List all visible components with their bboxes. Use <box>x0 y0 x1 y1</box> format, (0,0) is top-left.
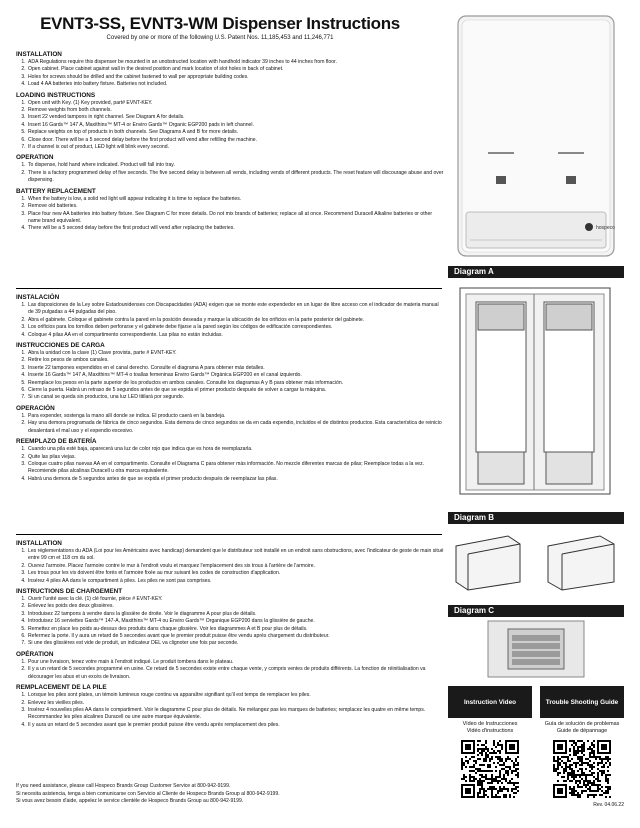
list-item: 2. There is a factory programmed delay of five seconds. The five second delay is between all vends, including vends of different products. The reset feature will discourage abuse and over dispensing. <box>27 170 444 185</box>
diagram-b-drawing <box>448 526 624 596</box>
list-item: 3. Los orificios para los tornillos deben perforarse y el gabinete debe fijarse a la pared según los códigos de edificación correspondientes. <box>27 324 444 331</box>
diagram-a-label: Diagram A <box>448 266 624 278</box>
es-installation-list <box>16 302 444 339</box>
section-heading: OPERACIÓN <box>16 404 55 412</box>
list-item: 2. Quite las pilas viejas. <box>27 454 444 461</box>
en-loading-list <box>16 100 444 152</box>
troubleshooting-qr-code[interactable] <box>553 740 611 798</box>
list-item: 2. Remove old batteries. <box>27 203 444 210</box>
section-heading: INSTALLATION <box>16 540 62 547</box>
troubleshooting-header: Trouble Shooting Guide <box>540 686 624 718</box>
video-subtitle-fr: Vidéo d'instructions <box>466 727 514 734</box>
support-footer <box>16 783 280 806</box>
list-item: 2. Hay una demora programada de fábrica de cinco segundos. Esta demora de cinco segundos se da en cada expendio, incluidos el de distintos productos. Esta característica de reinicio desalentará el mal uso y el expendio excesivo. <box>27 420 444 435</box>
list-item: 1. Open unit with Key. (1) Key provided, part# EVNT-KEY. <box>27 100 444 107</box>
english-section <box>16 48 444 233</box>
section-heading: INSTRUCCIONES DE CARGA <box>16 342 105 350</box>
list-item: 3. Place four new AA batteries into battery fixture. See Diagram C for more details. Do not mix brands of batteries; replace all at once. Recommend Duracell Alkaline batteries or other name brand equivalent. <box>27 211 444 226</box>
french-section <box>16 537 444 729</box>
instruction-video-subtitles <box>448 721 532 734</box>
section-divider <box>16 534 442 535</box>
section-heading: REEMPLAZO DE BATERÍA <box>16 438 97 446</box>
dispenser-illustration <box>448 14 624 260</box>
list-item: 4. There will be a 5 second delay before the first product will vend after replacing the batteries. <box>27 225 444 232</box>
list-item: 7. Si une des glissières est vide de produit, un indicateur DEL va clignoter une fois par seconde. <box>27 640 444 647</box>
list-item: 7. Si un canal se queda sin productos, una luz LED titilará por segundo. <box>27 394 444 401</box>
video-subtitle-es: Vídeo de Instrucciones <box>462 721 518 727</box>
diagram-c-image <box>448 619 624 679</box>
list-item: 1. ADA Regulations require this dispenser be mounted in an unobstructed location with handhold indicator 39 inches to 44 inches from floor. <box>27 59 444 66</box>
list-item: 2. Retire los pesos de ambos canales. <box>27 357 444 364</box>
es-operation-list <box>16 413 444 435</box>
list-item: 4. Load 4 AA batteries into battery fixture. Batteries not included. <box>27 81 444 88</box>
section-heading: OPÉRATION <box>16 650 54 658</box>
list-item: 1. Para expender, sostenga la mano allí donde se indica. El producto caerá en la bandeja. <box>27 413 444 420</box>
list-item: 3. Insert 22 vended tampons in right channel. See Diagram A for details. <box>27 114 444 121</box>
list-item: 4. Insert 16 Gards™ 147 A, Maxithins™ MT-4 or Enviro Gards™ Organic EGP200 pads in left channel. <box>27 122 444 129</box>
list-item: 6. Refermez la porte. Il y aura un retard de 5 secondes avant que le premier produit puisse être vendu après chargement du distributeur. <box>27 633 444 640</box>
list-item: 4. Introduisez 16 serviettes Gards™ 147-A, Maxithins™ MT-4 ou Enviro Gards™ Organique EGP200 dans la glissière de gauche. <box>27 618 444 625</box>
list-item: 5. Remettez en place les poids au-dessus des produits dans chaque glissière. Voir les diagrammes A et B pour plus de détails. <box>27 626 444 633</box>
list-item: 1. Les réglementations du ADA (Loi pour les Américains avec handicap) demandent que le distributeur soit installé en un endroit sans obstructions, avec l'indicateur de geste de main situé entre 99 cm et 118 cm du sol. <box>27 548 444 563</box>
list-item: 4. Habrá una demora de 5 segundos antes de que se expida el primer producto después de reemplazar las pilas. <box>27 476 444 483</box>
list-item: 4. Il y aura un retard de 5 secondes avant que le premier produit puisse être vendu après remplacement des piles. <box>27 722 444 729</box>
list-item: 1. Ouvrir l'unité avec la clé. (1) clé fournie, pièce # EVNT-KEY. <box>27 596 444 603</box>
fr-operation-list <box>16 659 444 681</box>
page-title: EVNT3-SS, EVNT3-WM Dispenser Instructions <box>40 14 400 33</box>
list-item: 2. Remove weights from both channels. <box>27 107 444 114</box>
diagram-c-drawing <box>448 619 624 679</box>
troubleshooting-subtitle-fr: Guide de dépannage <box>556 727 608 734</box>
fr-installation-list <box>16 548 444 585</box>
video-qr-code[interactable] <box>461 740 519 798</box>
section-heading: INSTRUCTIONS DE CHARGEMENT <box>16 588 123 596</box>
list-item: 4. Coloque 4 pilas AA en el compartimento correspondiente. Las pilas no están incluidas. <box>27 332 444 339</box>
fr-loading-list <box>16 596 444 648</box>
list-item: 3. Les trous pour les vis doivent être forés et l'armoire fixée au mur suivant les codes de construction d'application. <box>27 570 444 577</box>
dispenser-drawing <box>448 14 624 260</box>
list-item: 4. Insérez 4 piles AA dans le compartiment à piles. Les piles ne sont pas comprises. <box>27 578 444 585</box>
list-item: 1. When the battery is low, a solid red light will appear indicating it is time to replace the batteries. <box>27 196 444 203</box>
diagram-a-image <box>448 280 624 505</box>
list-item: 2. Open cabinet. Place cabinet against wall in the desired position and mark location of slot holes in back of cabinet. <box>27 66 444 73</box>
list-item: 3. Coloque cuatro pilas nuevas AA en el compartimento. Consulte el Diagrama C para obtener más información. No mezcle diferentes marcas de pilas; Reemplace todas a la vez. Recomiende pilas alcalinas Duracell u otra marca equivalente. <box>27 461 444 476</box>
diagram-c-label: Diagram C <box>448 605 624 617</box>
list-item: 2. Ouvrez l'armoire. Placez l'armoire contre le mur à l'endroit voulu et marquez l'emplacement des six trous à l'arrière de l'armoire. <box>27 563 444 570</box>
support-line-fr: Si vous avez besoin d'aide, appelez le service clientèle de Hospeco Brands Group au 800-942-9199. <box>16 798 244 805</box>
list-item: 2. Enlevez les vieilles piles. <box>27 700 444 707</box>
list-item: 2. Il y a un retard de 5 secondes programmé en usine. Ce retard de 5 secondes existe entre chaque vente, y compris ventes de produits différents. La fonction de réinitialisation va décourager les abus et un excès de livraison. <box>27 666 444 681</box>
diagram-b-label: Diagram B <box>448 512 624 524</box>
troubleshooting-subtitles <box>540 721 624 734</box>
diagram-a-drawing <box>448 280 624 505</box>
list-item: 3. Holes for screws should be drilled and the cabinet fastened to wall per appropriate building codes. <box>27 74 444 81</box>
fr-battery-list <box>16 692 444 729</box>
revision-label: Rev. 04.06.22 <box>593 802 624 808</box>
list-item: 6. Close door. There will be a 5 second delay before the first product will vend after refilling the machine. <box>27 137 444 144</box>
section-heading: BATTERY REPLACEMENT <box>16 187 96 195</box>
list-item: 1. Abra la unidad con la clave (1) Clave provista, parte # EVNT-KEY. <box>27 350 444 357</box>
brand-mark: hospeco <box>596 225 615 231</box>
list-item: 6. Cierre la puerta. Habrá un retraso de 5 segundos antes de que se expida el primer producto después de volver a cargar la máquina. <box>27 387 444 394</box>
en-installation-list <box>16 59 444 89</box>
troubleshooting-subtitle-es: Guía de solución de problemas <box>544 721 620 727</box>
list-item: 1. Las disposiciones de la Ley sobre Estadounidenses con Discapacidades (ADA) exigen que se monte este expendedor en un lugar de libre acceso con el indicador de materia manual de 39 pulgadas a 44 pulgadas del piso. <box>27 302 444 317</box>
en-battery-list <box>16 196 444 233</box>
section-heading: LOADING INSTRUCTIONS <box>16 91 96 99</box>
list-item: 1. Pour une livraison, tenez votre main à l'endroit indiqué. Le produit tombera dans le plateau. <box>27 659 444 666</box>
list-item: 2. Enlevez les poids des deux glissières. <box>27 603 444 610</box>
diagram-b-image <box>448 526 624 596</box>
patent-notice: Covered by one or more of the following U.S. Patent Nos. 11,185,453 and 11,246,771 <box>106 35 334 41</box>
list-item: 7. If a channel is out of product, LED light will blink every second. <box>27 144 444 151</box>
section-divider <box>16 288 442 289</box>
list-item: 1. Lorsque les piles sont plates, un témoin lumineux rouge continu va apparaître signifiant qu'il est temps de remplacer les piles. <box>27 692 444 699</box>
en-operation-list <box>16 162 444 184</box>
list-item: 3. Introduisez 22 tampons à vendre dans la glissière de droite. Voir le diagramme A pour plus de détails. <box>27 611 444 618</box>
section-heading: INSTALLATION <box>16 51 62 58</box>
support-line-es: Si necesita asistencia, tenga a bien comunicarse con Servicio al Cliente de Hospeco Brands Group al 800-942-9199. <box>16 790 280 797</box>
list-item: 1. Cuando una pila esté baja, aparecerá una luz de color rojo que indica que es hora de reemplazarla. <box>27 446 444 453</box>
list-item: 1. To dispense, hold hand where indicated. Product will fall into tray. <box>27 162 444 169</box>
es-battery-list <box>16 446 444 483</box>
list-item: 2. Abra el gabinete. Coloque el gabinete contra la pared en la posición deseada y marque la ubicación de los orificios en la parte posterior del gabinete. <box>27 317 444 324</box>
list-item: 3. Inserte 22 tampones expendidos en el canal derecho. Consulte el diagrama A para obtener más detalles. <box>27 365 444 372</box>
es-loading-list <box>16 350 444 402</box>
list-item: 3. Insérez 4 nouvelles piles AA dans le compartiment. Voir le diagramme C pour plus de détails. Ne mélangez pas les marques de batteries; remplacez les quatre en même temps. Recommandez les piles alcalines Duracell ou une autre marque équivalente. <box>27 707 444 722</box>
section-heading: INSTALACIÓN <box>16 294 60 301</box>
spanish-section <box>16 291 444 483</box>
list-item: 4. Inserte 16 Gards™ 147 A, Maxithins™ MT-4 o toallas femeninas Enviro Gards™ Orgánica EGP200 en el canal izquierdo. <box>27 372 444 379</box>
section-heading: REMPLACEMENT DE LA PILE <box>16 684 107 692</box>
instruction-video-header: Instruction Video <box>448 686 532 718</box>
list-item: 5. Reemplace los pesos en la parte superior de los productos en ambos canales. Consulte los diagramas A y B para obtener más información. <box>27 380 444 387</box>
support-line-en: If you need assistance, please call Hospeco Brands Group Customer Service at 800-942-9199. <box>16 783 231 789</box>
list-item: 5. Replace weights on top of products in both channels. See Diagrams A and B for more details. <box>27 129 444 136</box>
section-heading: OPERATION <box>16 154 54 162</box>
